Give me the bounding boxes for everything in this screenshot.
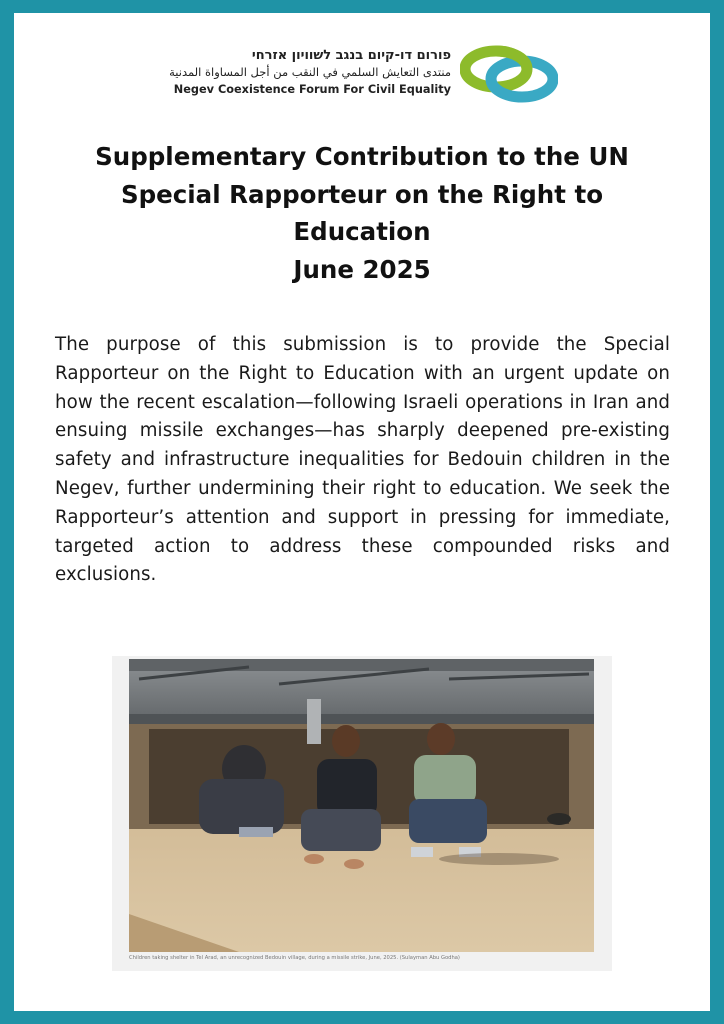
title-line: Special Rapporteur on the Right to: [120, 179, 604, 209]
interlocking-rings-logo-icon: [460, 45, 558, 103]
title-date: June 2025: [293, 254, 431, 284]
org-name-arabic: منتدى التعايش السلمي في النقب من أجل المساواة المدنية: [169, 65, 451, 79]
org-name-english: Negev Coexistence Forum For Civil Equality: [173, 83, 451, 96]
org-name-block: [169, 47, 451, 98]
children-shelter-photo: [129, 659, 594, 952]
org-header: [14, 13, 710, 113]
photo-caption: Children taking shelter in Tel Arad, an unrecognized Bedouin village, during a missile strike, June, 2025. (Sulayman Abu Godha): [129, 955, 460, 961]
title-line: Supplementary Contribution to the UN: [95, 142, 629, 171]
document-page: [14, 13, 710, 1011]
document-title: [54, 138, 670, 288]
org-name-hebrew: פורום דו-קיום בנגב לשוויון אזרחי: [251, 48, 451, 63]
submission-purpose-paragraph: The purpose of this submission is to provide the Special Rapporteur on the Right to Education with an urgent update on how the recent escalation—following Israeli operations in Iran and ensuing missile exchanges—has sharply deepened pre-existing safety and infrastructure inequalities for Bedouin children in the Negev, further undermining their right to education. We seek the Rapporteur’s attention and support in pressing for immediate, targeted action to address these compounded risks and exclusions.: [55, 334, 670, 586]
photo-figure: [112, 656, 612, 971]
title-line: Education: [293, 217, 431, 246]
